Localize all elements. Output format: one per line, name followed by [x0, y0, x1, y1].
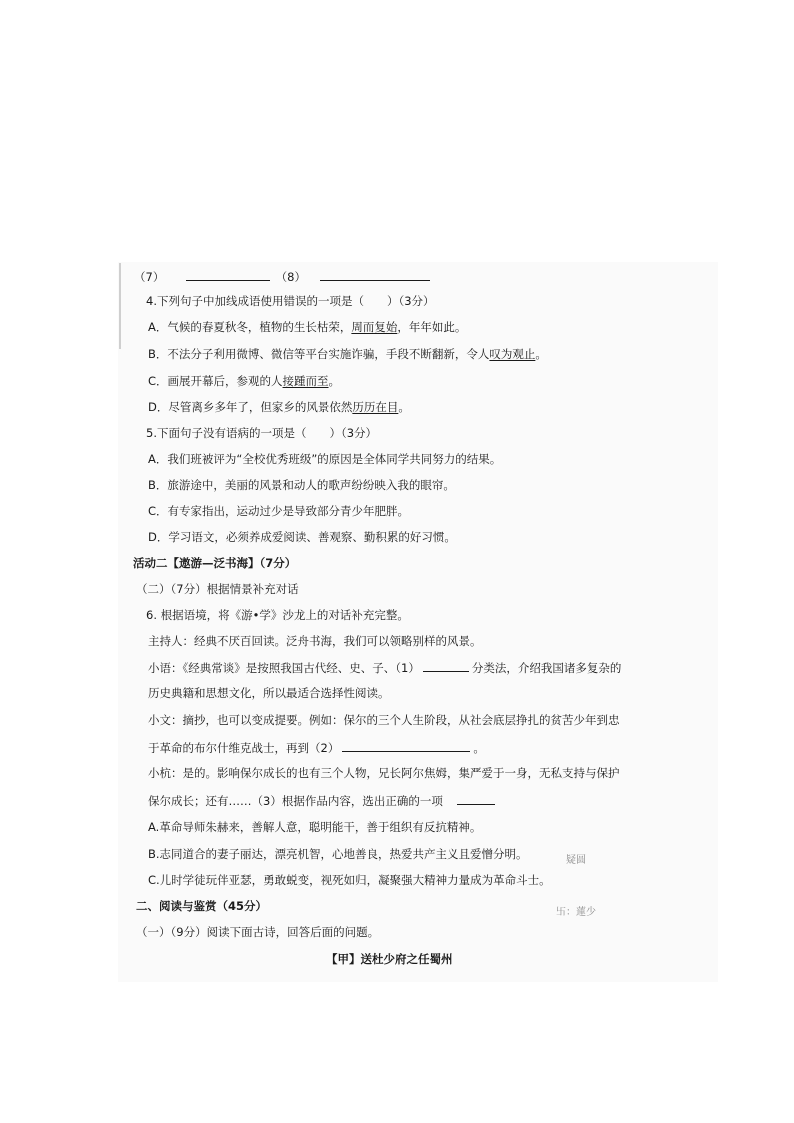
q5-option-b[interactable]: B．旅游途中，美丽的风景和动人的歌声纷纷映入我的眼帘。 — [148, 478, 455, 492]
q4-option-d[interactable]: D．尽管离乡多年了，但家乡的风景依然历历在目。 — [148, 400, 410, 414]
q6-option-a[interactable]: A.革命导师朱赫来，善解人意，聪明能干，善于组织有反抗精神。 — [148, 820, 482, 834]
label-8: （8） — [275, 270, 306, 284]
idiom-d: 历历在目 — [352, 400, 399, 414]
dialogue-xiaohang-1: 小杭：是的。影响保尔成长的也有三个人物，兄长阿尔焦姆，集严爱于一身，无私支持与保护 — [148, 766, 620, 780]
q5-option-a[interactable]: A．我们班被评为“全校优秀班级”的原因是全体同学共同努力的结果。 — [148, 452, 502, 466]
q6-stem: 6. 根据语境，将《游•学》沙龙上的对话补充完整。 — [146, 608, 409, 622]
q6-option-b[interactable]: B.志同道合的妻子丽达，漂亮机智，心地善良，热爱共产主义且爱憎分明。 — [148, 847, 528, 861]
idiom-a: 周而复始 — [351, 320, 398, 334]
reading-1-heading: （一）（9分）阅读下面古诗，回答后面的问题。 — [136, 925, 380, 939]
q4-stem: 4.下列句子中加线成语使用错误的一项是（ ）（3分） — [146, 294, 435, 308]
idiom-c: 接踵而至 — [282, 374, 329, 388]
q4-option-c[interactable]: C．画展开幕后，参观的人接踵而至。 — [148, 374, 341, 388]
q5-option-c[interactable]: C．有专家指出，运动过少是导致部分青少年肥胖。 — [148, 504, 410, 518]
dialogue-xiaowen-1: 小文：摘抄，也可以变成提要。例如：保尔的三个人生阶段，从社会底层挣扎的贫苦少年到忠 — [148, 713, 620, 727]
bleed-through-text-b: 卐：蓮少 — [556, 907, 596, 918]
dialogue-xiaohang-2: 保尔成长；还有……（3）根据作品内容，选出正确的一项 — [148, 793, 495, 809]
blank-q6-2[interactable] — [342, 740, 470, 752]
answer-line-7-8 — [134, 269, 430, 285]
q5-option-d[interactable]: D．学习语文，必须养成爱阅读、善观察、勤积累的好习惯。 — [148, 530, 456, 544]
blank-q6-1[interactable] — [423, 660, 469, 672]
dialogue-host: 主持人：经典不厌百回读。泛舟书海，我们可以领略别样的风景。 — [148, 634, 482, 648]
bleed-through-text-a: 疑圆 — [566, 855, 586, 866]
q4-option-b[interactable]: B．不法分子利用微博、微信等平台实施诈骗，手段不断翻新，令人叹为观止。 — [148, 347, 547, 361]
activity-2-heading: 活动二【遨游—泛书海】（7分） — [133, 556, 297, 570]
part-2-subheading: （二）（7分）根据情景补充对话 — [136, 582, 299, 596]
dialogue-xiaoyu-2: 历史典籍和思想文化，所以最适合选择性阅读。 — [148, 686, 390, 700]
section-2-heading: 二、阅读与鉴赏（45分） — [136, 899, 268, 913]
idiom-b: 叹为观止 — [489, 347, 536, 361]
q6-option-c[interactable]: C.儿时学徒玩伴亚瑟，勇敢蜕变，视死如归，凝聚强大精神力量成为革命斗士。 — [148, 873, 551, 887]
blank-q6-3[interactable] — [457, 793, 495, 805]
blank-8[interactable] — [320, 269, 430, 281]
label-7: （7） — [134, 270, 165, 284]
dialogue-xiaoyu-1: 小语：《经典常谈》是按照我国古代经、史、子、（1） 分类法，介绍我国诸多复杂的 — [148, 661, 622, 675]
blank-7[interactable] — [186, 269, 270, 281]
poem-title: 【甲】送杜少府之任蜀州 — [326, 952, 453, 966]
q5-stem: 5.下面句子没有语病的一项是（ ）（3分） — [146, 426, 378, 440]
dialogue-xiaowen-2: 于革命的布尔什维克战士，再到（2） 。 — [148, 741, 485, 755]
q4-option-a[interactable]: A．气候的春夏秋冬，植物的生长枯荣，周而复始，年年如此。 — [148, 320, 467, 334]
